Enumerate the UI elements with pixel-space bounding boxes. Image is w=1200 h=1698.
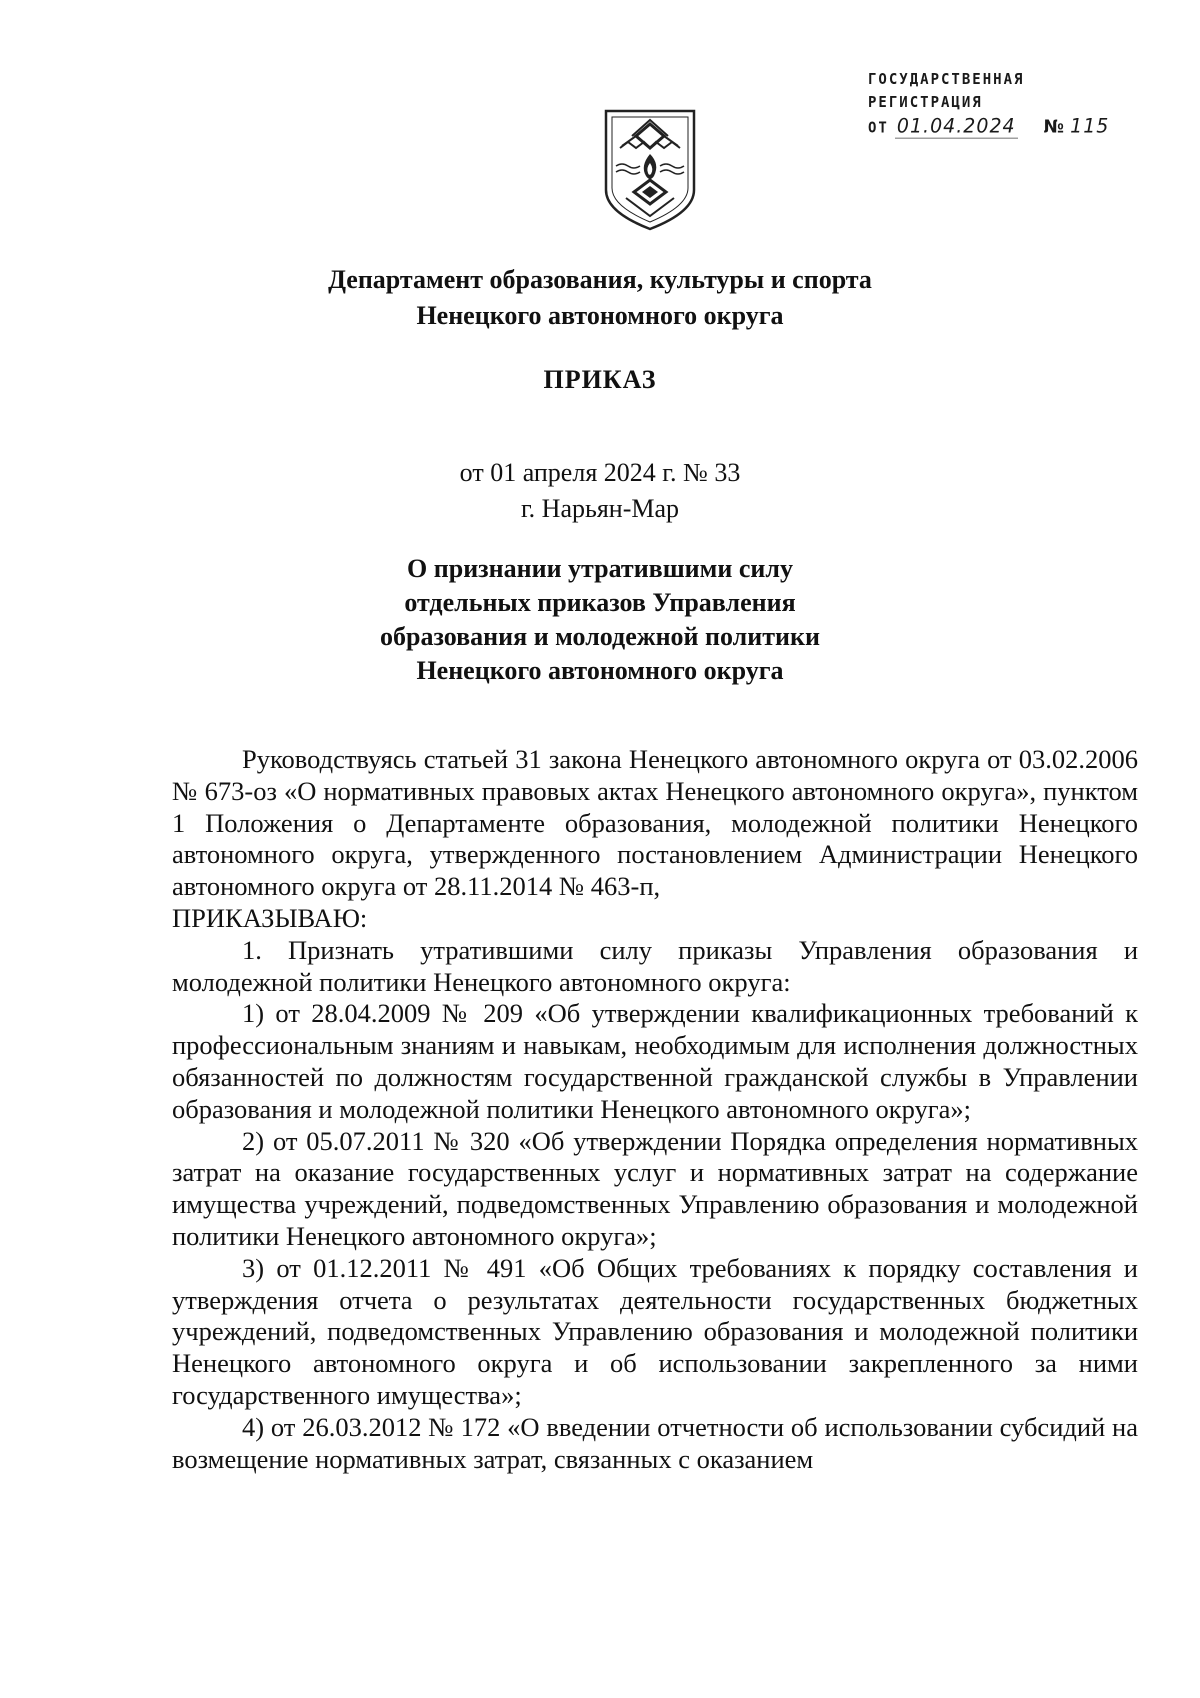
subject-line-1: О признании утратившими силу xyxy=(407,554,793,583)
stamp-date-handwritten: 01.04.2024 xyxy=(896,114,1016,138)
order-city: г. Нарьян-Мар xyxy=(520,494,680,523)
coat-of-arms-icon xyxy=(602,108,698,232)
subclause-3: 3) от 01.12.2011 № 491 «Об Общих требованиях к порядку составления и утверждения отчета о результатах деятельности государственных бюджетных учреждений, подведомственных Управлению образования и молодежной политики Ненецкого автономного округа и об использовании закрепленного за ними государственного имущества»; xyxy=(172,1252,1138,1410)
stamp-number-mark: № xyxy=(1043,116,1065,138)
stamp-line-2: РЕГИСТРАЦИЯ xyxy=(868,94,983,112)
document-body xyxy=(172,744,1138,1475)
order-subject xyxy=(0,552,1200,688)
stamp-date-prefix: ОТ xyxy=(868,119,889,137)
subject-line-3: образования и молодежной политики xyxy=(380,622,820,651)
clause-1: 1. Признать утратившими силу приказы Управления образования и молодежной политики Ненецкого автономного округа: xyxy=(172,934,1138,997)
subject-line-2: отдельных приказов Управления xyxy=(404,588,796,617)
department-name xyxy=(0,262,1200,334)
subject-line-4: Ненецкого автономного округа xyxy=(416,656,784,685)
order-date-block xyxy=(0,455,1200,527)
preamble-paragraph: Руководствуясь статьей 31 закона Ненецкого автономного округа от 03.02.2006 № 673-оз «О нормативных правовых актах Ненецкого автономного округа», пунктом 1 Положения о Департаменте образования, молодежной политики Ненецкого автономного округа, утвержденного постановлением Администрации Ненецкого автономного округа от 28.11.2014 № 463-п, xyxy=(172,744,1138,902)
department-line-2: Ненецкого автономного округа xyxy=(416,301,784,330)
order-date: от 01 апреля 2024 г. № 33 xyxy=(459,458,741,487)
command-word: ПРИКАЗЫВАЮ: xyxy=(172,902,368,933)
document-type: ПРИКАЗ xyxy=(543,365,657,394)
stamp-line-3 xyxy=(868,115,1108,138)
subclause-1: 1) от 28.04.2009 № 209 «Об утверждении квалификационных требований к профессиональным знаниям и навыкам, необходимым для исполнения должностных обязанностей по должностям государственной гражданской службы в Управлении образования и молодежной политики Ненецкого автономного округа»; xyxy=(172,998,1138,1124)
registration-stamp xyxy=(868,68,1108,137)
stamp-number-handwritten: 115 xyxy=(1070,114,1110,138)
subclause-2: 2) от 05.07.2011 № 320 «Об утверждении Порядка определения нормативных затрат на оказание государственных услуг и нормативных затрат на содержание имущества учреждений, подведомственных Управлению образования и молодежной политики Ненецкого автономного округа»; xyxy=(172,1125,1138,1251)
stamp-line-1: ГОСУДАРСТВЕННАЯ xyxy=(868,71,1025,89)
subclause-4: 4) от 26.03.2012 № 172 «О введении отчетности об использовании субсидий на возмещение нормативных затрат, связанных с оказанием xyxy=(172,1411,1138,1474)
department-line-1: Департамент образования, культуры и спорта xyxy=(328,265,872,294)
